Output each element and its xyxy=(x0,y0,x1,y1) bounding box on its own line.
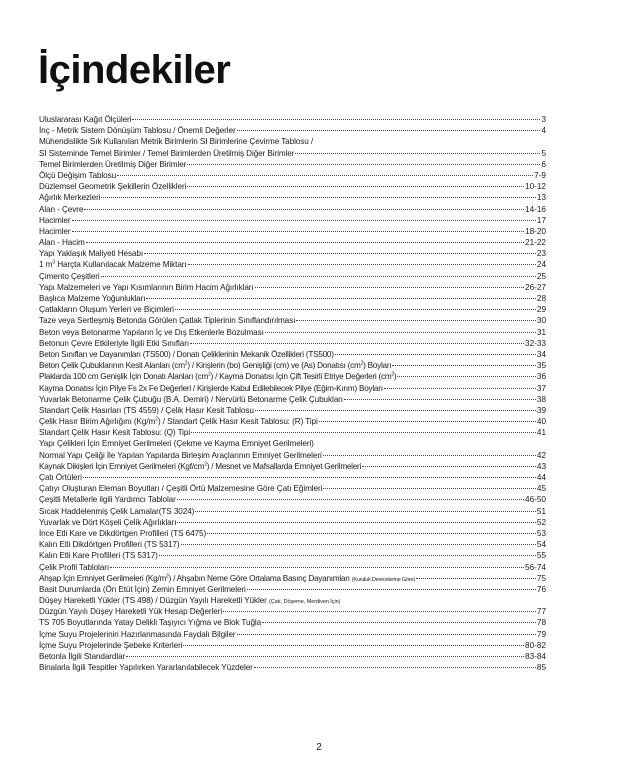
dot-leader xyxy=(187,186,524,187)
toc-entry-text: Beton Çelik Çubuklarının Kesit Alanları (cm xyxy=(39,361,185,371)
toc-entry-text: Hacimler xyxy=(39,226,71,236)
toc-page-number: 10-12 xyxy=(525,182,546,192)
toc-page-number: 24 xyxy=(536,260,546,270)
toc-entry-title xyxy=(39,327,264,338)
toc-entry-title xyxy=(39,204,83,215)
superscript: 2 xyxy=(155,416,158,423)
toc-page-number: 43 xyxy=(536,461,546,471)
dot-leader xyxy=(223,611,536,612)
superscript: 2 xyxy=(360,360,364,367)
toc-entry[interactable] xyxy=(39,315,546,326)
dot-leader xyxy=(117,175,533,176)
toc-entry[interactable] xyxy=(39,282,546,293)
toc-page-number: 35 xyxy=(536,361,546,371)
toc-entry-text: Standart Çelik Hasır Kesit Tablosu: (Q) Tipi xyxy=(39,428,191,438)
toc-entry-text: ) Boyları xyxy=(363,361,392,371)
toc-entry-title xyxy=(39,550,158,561)
toc-entry-title xyxy=(39,461,361,472)
toc-entry[interactable] xyxy=(39,483,546,494)
toc-entry[interactable] xyxy=(39,472,546,483)
toc-entry[interactable] xyxy=(39,595,546,606)
toc-entry-text: İçme Suyu Projelerinde Şebeke Kriterleri xyxy=(39,640,183,650)
superscript: 2 xyxy=(204,461,207,468)
dot-leader xyxy=(247,589,536,590)
dot-leader xyxy=(255,287,524,288)
toc-entry-text: İnç - Metrik Sistem Dönüşüm Tablosu / Önemli Değerler xyxy=(39,126,236,136)
toc-entry[interactable] xyxy=(39,573,546,584)
toc-page-number: 39 xyxy=(536,405,546,415)
toc-page-number: 26-27 xyxy=(525,282,546,292)
toc-entry-text: Alan - Hacim xyxy=(39,238,85,248)
toc-entry-text: Beton veya Betonarme Yapıların İç ve Dış Etkenlerle Bozulması xyxy=(39,327,264,337)
toc-entry-text: Alan - Çevre xyxy=(39,204,84,214)
toc-entry[interactable] xyxy=(39,517,546,528)
table-of-contents xyxy=(39,114,546,673)
toc-entry[interactable] xyxy=(39,192,546,203)
toc-entry-text: Yuvarlak Betonarme Çelik Çubuğu (B.A. Demiri) / Nervürlü Betonarme Çelik Çubukları xyxy=(39,394,343,404)
toc-entry[interactable] xyxy=(39,136,546,147)
toc-entry-title xyxy=(39,248,143,259)
toc-entry-text: ) / Ahşabın Neme Göre Ortalama Basınç Dayanımları xyxy=(168,573,352,583)
toc-entry-title xyxy=(39,562,109,573)
toc-entry-title xyxy=(39,640,182,651)
toc-entry-title xyxy=(39,528,206,539)
dot-leader xyxy=(254,667,536,668)
toc-page-number: 3 xyxy=(541,115,546,124)
toc-entry-text: Kalın Etli Dikdörtgen Profilleri (TS 5317) xyxy=(39,540,180,550)
toc-entry-text: Hacimler xyxy=(39,215,71,225)
toc-page-number: 7-9 xyxy=(534,170,546,180)
toc-page-number: 80-82 xyxy=(525,640,546,650)
toc-entry-text: ) / Kirişlerin (bo) Genişliği (cm) ve (As) Donatısı (cm xyxy=(187,361,361,371)
toc-page-number: 25 xyxy=(536,271,546,281)
toc-entry-title xyxy=(39,360,391,371)
toc-entry-title xyxy=(39,215,71,226)
toc-page-number: 52 xyxy=(536,517,546,527)
toc-entry-text: Temel Birimlerden Üretilmiş Diğer Birimler xyxy=(39,159,187,169)
toc-entry[interactable] xyxy=(39,405,546,416)
toc-entry-text: 1 m xyxy=(39,260,53,270)
toc-entry-text: Uluslararası Kağıt Ölçüleri xyxy=(39,115,132,124)
dot-leader xyxy=(295,153,540,154)
toc-entry[interactable] xyxy=(39,181,546,192)
toc-entry-text: Çatlakların Oluşum Yerleri ve Biçimleri xyxy=(39,305,174,315)
toc-entry-title xyxy=(39,136,313,147)
dot-leader xyxy=(181,544,536,545)
toc-entry-text: Düzgün Yayılı Düşey Hareketli Yük Hesap Değerleri xyxy=(39,607,223,617)
toc-page-number: 21-22 xyxy=(525,238,546,248)
dot-leader xyxy=(83,477,536,478)
dot-leader xyxy=(195,511,536,512)
toc-entry-text: Çelik Hasır Birim Ağırlığını (Kg/m xyxy=(39,417,156,427)
dot-leader xyxy=(86,242,524,243)
toc-entry-title xyxy=(39,438,314,449)
dot-leader xyxy=(188,264,536,265)
toc-entry[interactable] xyxy=(39,159,546,170)
toc-entry-text: Düşey Hareketli Yükler (TS 498) / Düzgün Yayılı Hareketli Yükler xyxy=(39,596,269,606)
dot-leader xyxy=(362,466,536,467)
toc-entry-note: (Çatı, Döşeme, Merdiven İçin) xyxy=(268,599,341,606)
toc-entry-title xyxy=(39,271,100,282)
toc-entry-title xyxy=(39,125,236,136)
dot-leader xyxy=(110,567,524,568)
toc-entry-text: Beton Sınıfları ve Dayanımları (TS500) / Donatı Çeliklerinin Mekanik Özellikleri (TS500) xyxy=(39,349,334,359)
toc-page-number: 54 xyxy=(536,540,546,550)
toc-entry-note: (Kuruluk Derecelerine Göre) xyxy=(351,576,415,583)
toc-entry-title xyxy=(39,259,187,270)
toc-entry-title xyxy=(39,304,174,315)
dot-leader xyxy=(72,231,525,232)
toc-entry[interactable] xyxy=(39,237,546,248)
dot-leader xyxy=(323,455,536,456)
toc-entry-title xyxy=(39,148,294,159)
dot-leader xyxy=(126,656,524,657)
toc-entry-text: ) / Kayma Donatısı İçin Çift Tesirli Etriye Değerleri (cm xyxy=(210,372,392,382)
toc-entry-text: Başlıca Malzeme Yoğunlukları xyxy=(39,294,146,303)
toc-entry-title xyxy=(39,483,322,494)
toc-entry[interactable] xyxy=(39,248,546,259)
toc-page-number: 79 xyxy=(536,629,546,639)
toc-entry-title xyxy=(39,159,186,170)
dot-leader xyxy=(416,578,536,579)
toc-entry-text: Betonun Çevre Etkileriyle İlgili Etki Sınıfları xyxy=(39,338,190,348)
toc-page-number: 28 xyxy=(536,294,546,303)
dot-leader xyxy=(255,410,536,411)
toc-page-number: 36 xyxy=(536,372,546,382)
toc-entry[interactable] xyxy=(39,394,546,405)
toc-page-number: 40 xyxy=(536,417,546,427)
toc-entry-title xyxy=(39,394,343,405)
toc-page-number: 44 xyxy=(536,473,546,482)
toc-entry-text: Ağırlık Merkezleri xyxy=(39,193,101,203)
dot-leader xyxy=(84,209,524,210)
dot-leader xyxy=(323,488,536,489)
toc-page-number: 78 xyxy=(536,618,546,628)
toc-page-number: 5 xyxy=(541,148,546,158)
toc-entry[interactable] xyxy=(39,338,546,349)
toc-entry-text: Kaynak Dikişleri İçin Emniyet Gerilmeleri (Kgf/cm xyxy=(39,461,205,471)
toc-entry[interactable] xyxy=(39,528,546,539)
toc-page-number: 56-74 xyxy=(525,562,546,572)
toc-page-number: 30 xyxy=(536,316,546,326)
toc-entry[interactable] xyxy=(39,461,546,472)
toc-entry-text: Sıcak Haddelenmiş Çelik Lamalar(TS 3024) xyxy=(39,506,195,516)
toc-entry[interactable] xyxy=(39,215,546,226)
toc-entry-text: Çeşitli Metallerle ilgili Yardımcı Tablolar xyxy=(39,495,176,505)
toc-entry-title xyxy=(39,617,261,628)
toc-entry-title xyxy=(39,427,190,438)
toc-page-number: 4 xyxy=(541,126,546,136)
toc-entry-text: Yapı Çelikleri İçin Emniyet Gerilmeleri (Çekme ve Kayma Emniyet Gerilmeleri) xyxy=(39,439,314,449)
toc-entry-text: ) / Mesnet ve Mafsallarda Emniyet Gerilmeleri xyxy=(206,461,362,471)
toc-entry[interactable] xyxy=(39,327,546,338)
toc-entry-text: İçme Suyu Projelerinin Hazırlanmasında Faydalı Bilgiler xyxy=(39,629,236,639)
toc-entry-title xyxy=(39,114,131,125)
toc-entry-title xyxy=(39,383,383,394)
toc-entry-title xyxy=(39,371,396,382)
toc-page-number: 42 xyxy=(536,450,546,460)
toc-entry[interactable] xyxy=(39,293,546,304)
dot-leader xyxy=(177,499,524,500)
toc-entry-text: Taze veya Sertleşmiş Betonda Görülen Çatlak Tiplerinin Sınıflandırılması xyxy=(39,316,296,326)
toc-entry[interactable] xyxy=(39,371,546,382)
toc-entry-title xyxy=(39,629,236,640)
page-title: İçindekiler xyxy=(38,48,231,92)
toc-entry-title xyxy=(39,315,295,326)
toc-entry[interactable] xyxy=(39,662,546,673)
toc-page-number: 14-16 xyxy=(525,204,546,214)
toc-entry[interactable] xyxy=(39,494,546,505)
toc-entry[interactable] xyxy=(39,629,546,640)
toc-entry-title xyxy=(39,170,116,181)
toc-entry-title xyxy=(39,539,180,550)
dot-leader xyxy=(319,421,536,422)
toc-entry-title xyxy=(39,506,194,517)
dot-leader xyxy=(72,220,536,221)
toc-entry-title xyxy=(39,405,254,416)
toc-entry[interactable] xyxy=(39,304,546,315)
toc-entry[interactable] xyxy=(39,506,546,517)
toc-entry-text: Yapı Yaklaşık Maliyeti Hesabı xyxy=(39,249,144,259)
dot-leader xyxy=(237,634,536,635)
dot-leader xyxy=(191,432,536,433)
toc-entry[interactable] xyxy=(39,226,546,237)
toc-page-number: 45 xyxy=(536,484,546,494)
toc-entry-title xyxy=(39,181,186,192)
dot-leader xyxy=(132,119,540,120)
toc-entry-text: Harçta Kullanılacak Malzeme Miktarı xyxy=(55,260,187,270)
toc-entry-title xyxy=(39,338,189,349)
dot-leader xyxy=(265,332,536,333)
toc-page-number: 6 xyxy=(541,159,546,169)
toc-entry[interactable] xyxy=(39,349,546,360)
dot-leader xyxy=(384,388,536,389)
toc-entry[interactable] xyxy=(39,114,546,125)
toc-page-number: 75 xyxy=(536,573,546,583)
toc-entry-title xyxy=(39,584,246,595)
toc-entry[interactable] xyxy=(39,148,546,159)
toc-page-number: 83-84 xyxy=(525,652,546,661)
toc-entry[interactable] xyxy=(39,204,546,215)
toc-entry[interactable] xyxy=(39,416,546,427)
toc-entry-title xyxy=(39,651,125,662)
toc-entry[interactable] xyxy=(39,562,546,573)
toc-entry-text: İnce Etli Kare ve Dikdörtgen Profilleri (TS 6475) xyxy=(39,528,207,538)
dot-leader xyxy=(262,622,536,623)
toc-page-number: 38 xyxy=(536,394,546,404)
toc-entry[interactable] xyxy=(39,427,546,438)
toc-entry-text: Normal Yapı Çeliği İle Yapılan Yapılarda Birleşim Araçlarının Emniyet Gerilmeleri xyxy=(39,450,322,460)
toc-entry-title xyxy=(39,293,145,304)
toc-page-number: 32-33 xyxy=(525,338,546,348)
toc-page-number: 46-50 xyxy=(525,495,546,505)
dot-leader xyxy=(397,376,535,377)
dot-leader xyxy=(183,645,524,646)
toc-entry[interactable] xyxy=(39,550,546,561)
dot-leader xyxy=(101,276,536,277)
toc-entry-title xyxy=(39,349,334,360)
toc-entry-title xyxy=(39,517,176,528)
dot-leader xyxy=(237,130,541,131)
toc-entry-title xyxy=(39,472,82,483)
toc-page-number: 55 xyxy=(536,551,546,561)
toc-entry-text: Çelik Profil Tabloları xyxy=(39,562,109,572)
toc-entry[interactable] xyxy=(39,125,546,136)
toc-entry-text: Çatı Örtüleri xyxy=(39,473,82,482)
toc-entry-title xyxy=(39,192,100,203)
toc-entry-title xyxy=(39,450,322,461)
toc-page-number: 77 xyxy=(536,607,546,617)
toc-page-number: 76 xyxy=(536,584,546,594)
toc-page-number: 29 xyxy=(536,305,546,315)
dot-leader xyxy=(177,522,535,523)
superscript: 2 xyxy=(208,371,211,378)
dot-leader xyxy=(175,309,536,310)
dot-leader xyxy=(190,343,524,344)
superscript: 2 xyxy=(184,360,188,367)
toc-entry-title xyxy=(39,606,222,617)
toc-entry-text: Basit Durumlarda (Ön Etüt İçin) Zemin Emniyet Gerilmeleri xyxy=(39,584,246,594)
dot-leader xyxy=(296,320,536,321)
toc-entry-text: Plaklarda 100 cm Genişlik İçin Donatı Alanları (cm xyxy=(39,372,209,382)
toc-page-number: 18-20 xyxy=(525,226,546,236)
toc-page-number: 34 xyxy=(536,349,546,359)
toc-entry-text: Ölçü Değişim Tablosu xyxy=(39,170,117,180)
toc-entry[interactable] xyxy=(39,640,546,651)
toc-entry[interactable] xyxy=(39,360,546,371)
dot-leader xyxy=(392,365,536,366)
toc-entry-text: Ahşap İçin Emniyet Gerilmeleri (Kg/m xyxy=(39,573,167,583)
toc-entry[interactable] xyxy=(39,438,546,449)
toc-entry[interactable] xyxy=(39,170,546,181)
toc-entry-text: Yuvarlak ve Dört Köşeli Çelik Ağırlıkları xyxy=(39,517,177,527)
superscript: 3 xyxy=(52,259,56,266)
toc-entry-text: Düzlemsel Geometrik Şekillerin Özellikleri xyxy=(39,182,187,192)
superscript: 2 xyxy=(391,371,394,378)
toc-entry-text: Yapı Malzemeleri ve Yapı Kısımlarının Birim Hacim Ağırlıkları xyxy=(39,282,254,292)
dot-leader xyxy=(146,298,535,299)
toc-page-number: 13 xyxy=(536,193,546,203)
dot-leader xyxy=(144,253,536,254)
toc-entry-text: Çimento Çeşitleri xyxy=(39,271,100,281)
toc-entry[interactable] xyxy=(39,539,546,550)
toc-entry-text: Betonla İlgili Standardlar xyxy=(39,652,126,661)
dot-leader xyxy=(159,555,536,556)
toc-entry-text: Kalın Etli Kare Profilleri (TS 5317) xyxy=(39,551,158,561)
toc-entry-text: SI Sisteminde Temel Birimler / Temel Birimlerden Üretilmiş Diğer Birimler xyxy=(39,148,295,158)
toc-entry[interactable] xyxy=(39,259,546,270)
toc-entry[interactable] xyxy=(39,651,546,662)
toc-entry-text: Çatıyı Oluşturan Eleman Boyutları / Çeşitli Örtü Malzemesine Göre Çatı Eğimleri xyxy=(39,484,323,494)
toc-page-number: 23 xyxy=(536,249,546,259)
toc-entry-text: Mühendislikte Sık Kullanılan Metrik Birimlerin SI Birimlerine Çevirme Tablosu / xyxy=(39,137,314,147)
toc-entry-title xyxy=(39,237,85,248)
toc-entry-title xyxy=(39,662,253,673)
toc-entry-title xyxy=(39,416,318,427)
toc-entry-text: Kayma Donatısı İçin Pilye Fs 2x Fe Değerleri / Kirişlerde Kabul Edilebilecek Pilye (Eğim-Kırım) Boyları xyxy=(39,383,383,393)
page-number: 2 xyxy=(316,742,322,753)
toc-page-number: 31 xyxy=(536,327,546,337)
toc-page-number: 85 xyxy=(536,663,546,673)
toc-entry[interactable] xyxy=(39,271,546,282)
toc-page-number: 41 xyxy=(536,428,546,438)
toc-page-number: 53 xyxy=(536,528,546,538)
toc-entry[interactable] xyxy=(39,383,546,394)
dot-leader xyxy=(187,164,540,165)
toc-entry-title xyxy=(39,282,254,293)
toc-entry-text: ) / Standart Çelik Hasır Kesit Tablosu: (R) Tipi xyxy=(157,417,318,427)
dot-leader xyxy=(207,533,536,534)
toc-page-number: 51 xyxy=(536,506,546,516)
dot-leader xyxy=(101,197,535,198)
toc-entry[interactable] xyxy=(39,450,546,461)
toc-entry-text: Binalarla İlgili Tespitler Yapılırken Yararlanılabilecek Yüzdeler xyxy=(39,663,253,673)
toc-page-number: 17 xyxy=(536,215,546,225)
toc-page-number: 37 xyxy=(536,383,546,393)
toc-entry-text: TS 705 Boyutlarında Yatay Delikli Taşıyıcı Yığma ve Blok Tuğla xyxy=(39,618,262,628)
dot-leader xyxy=(344,399,536,400)
dot-leader xyxy=(335,354,536,355)
toc-entry-title xyxy=(39,494,176,505)
toc-entry-title xyxy=(39,226,71,237)
superscript: 2 xyxy=(166,572,169,579)
toc-entry[interactable] xyxy=(39,617,546,628)
toc-entry-text: ) xyxy=(393,372,397,382)
toc-entry-text: Standart Çelik Hasırları (TS 4559) / Çelik Hasır Kesit Tablosu xyxy=(39,405,254,415)
